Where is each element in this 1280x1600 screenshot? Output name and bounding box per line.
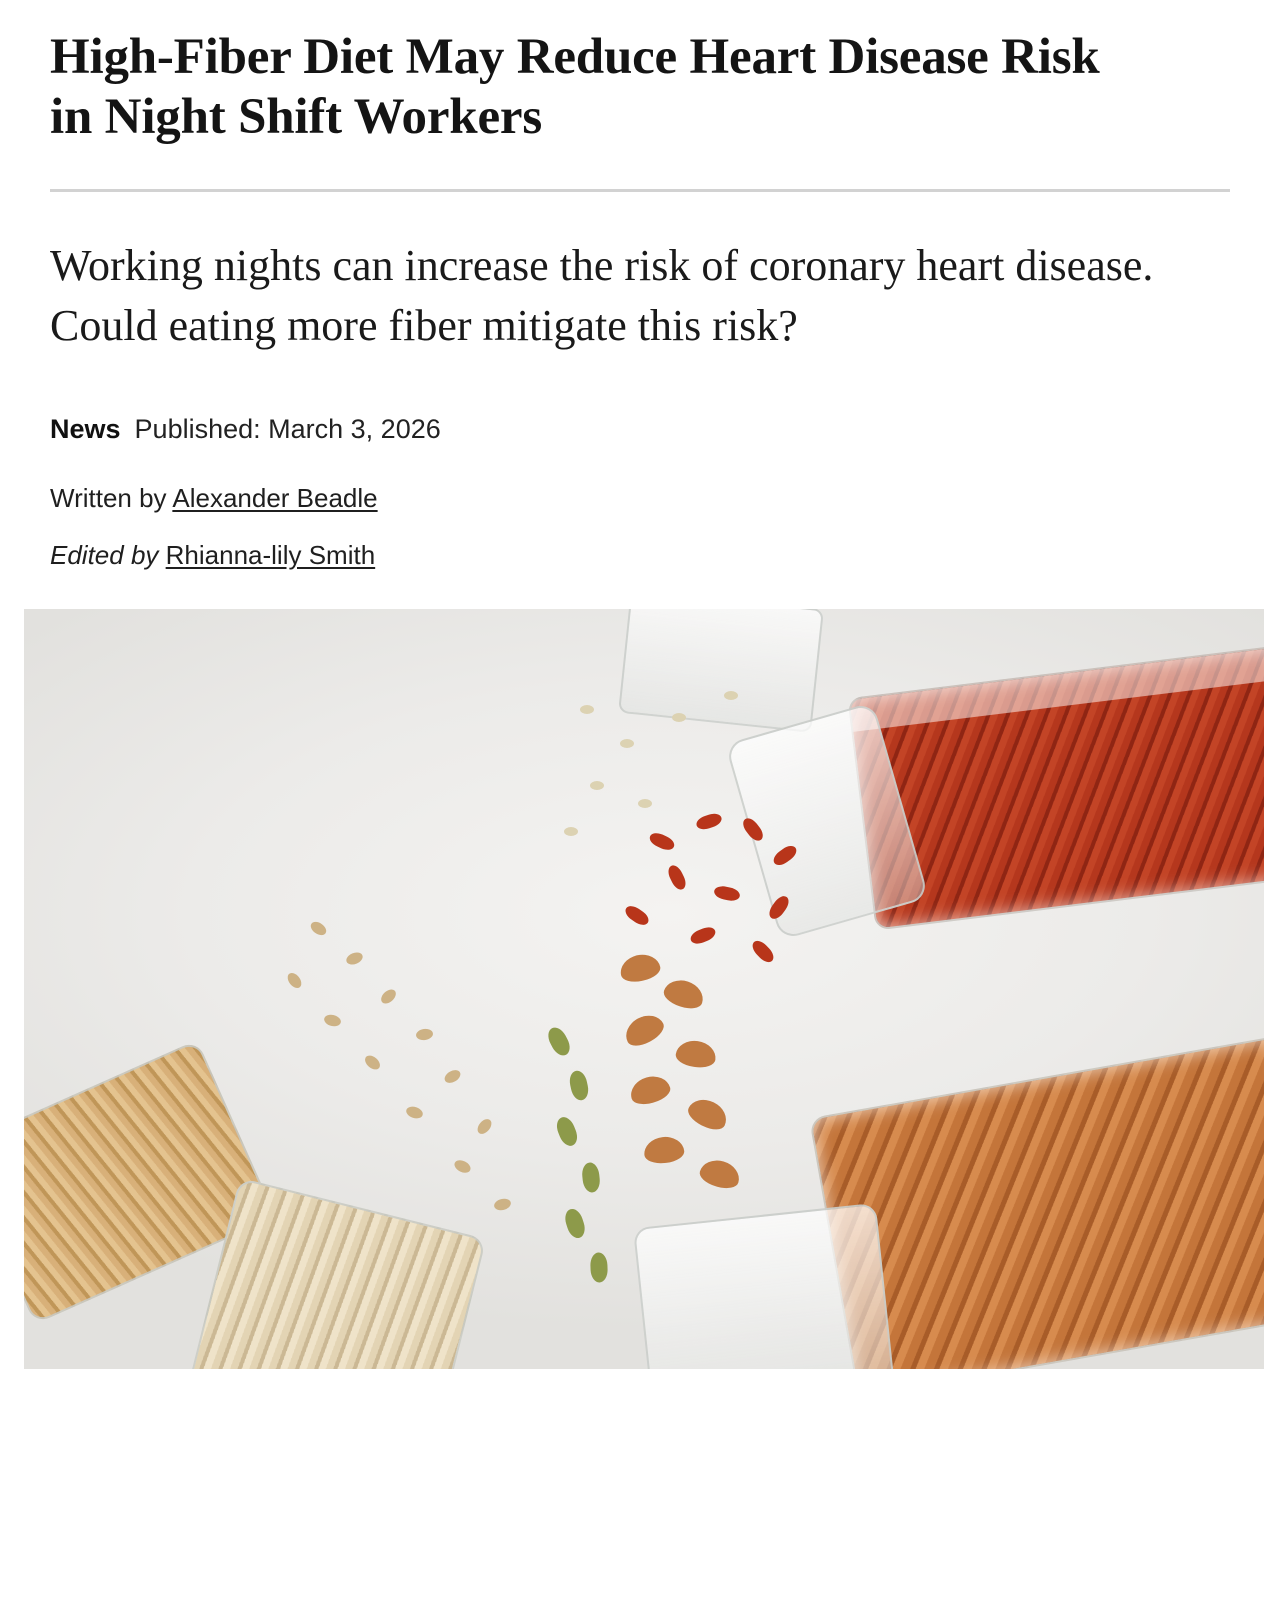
oat-grain	[308, 919, 328, 938]
goji-berry	[749, 938, 776, 966]
almond	[661, 975, 707, 1012]
goji-berry	[623, 903, 652, 928]
pumpkin-seed	[590, 1252, 608, 1283]
editor-line	[50, 540, 1230, 571]
content-type-label: News	[50, 413, 121, 444]
almond	[697, 1156, 743, 1192]
article-standfirst: Working nights can increase the risk of coronary heart disease. Could eating more fiber mitigate this risk?	[50, 241, 1154, 351]
oat-grain	[379, 987, 399, 1007]
oat-grain	[285, 970, 304, 990]
oat-grain	[362, 1053, 382, 1072]
page-title: High-Fiber Diet May Reduce Heart Disease Risk in Night Shift Workers	[50, 29, 1100, 145]
oat-grain	[442, 1067, 462, 1085]
sesame-seed	[638, 799, 652, 808]
goji-berry	[713, 884, 741, 902]
almond	[684, 1094, 731, 1135]
almond	[643, 1135, 685, 1165]
oat-jar-neck	[618, 609, 824, 733]
oat-grain	[415, 1028, 433, 1041]
sesame-seed	[672, 713, 686, 722]
pumpkin-seed	[553, 1114, 580, 1148]
article-meta	[50, 414, 1230, 445]
editor-link[interactable]: Rhianna-lily Smith	[165, 539, 376, 570]
sesame-seed	[580, 705, 594, 714]
oat-grain	[345, 950, 365, 967]
pumpkin-seed	[544, 1024, 573, 1058]
hero-image	[24, 609, 1264, 1369]
almond	[627, 1072, 673, 1108]
goji-berry	[665, 863, 688, 892]
hero-image-backdrop	[24, 609, 1264, 1369]
sesame-seed	[590, 781, 604, 790]
sesame-seed	[724, 691, 738, 700]
oat-grain	[323, 1013, 342, 1028]
pumpkin-seed	[581, 1162, 601, 1194]
title-divider	[50, 189, 1230, 192]
almond	[618, 951, 663, 985]
almond	[620, 1009, 668, 1051]
published-date: Published: March 3, 2026	[134, 413, 441, 444]
byline	[50, 483, 1230, 514]
almond	[674, 1038, 717, 1069]
pumpkin-seed	[562, 1207, 587, 1241]
goji-berry	[695, 811, 724, 831]
editor-prefix: Edited by	[50, 539, 159, 570]
byline-prefix: Written by	[50, 482, 167, 513]
author-link[interactable]: Alexander Beadle	[172, 482, 378, 513]
sesame-seed	[620, 739, 634, 748]
oat-grain	[493, 1197, 512, 1212]
sesame-seed	[564, 827, 578, 836]
oat-grain	[475, 1116, 494, 1136]
goji-berry	[647, 830, 676, 852]
goji-berry	[689, 925, 718, 947]
oat-grain	[405, 1105, 425, 1121]
oat-grain	[452, 1158, 472, 1175]
almond-jar-neck	[633, 1203, 899, 1369]
pumpkin-seed	[568, 1069, 591, 1102]
